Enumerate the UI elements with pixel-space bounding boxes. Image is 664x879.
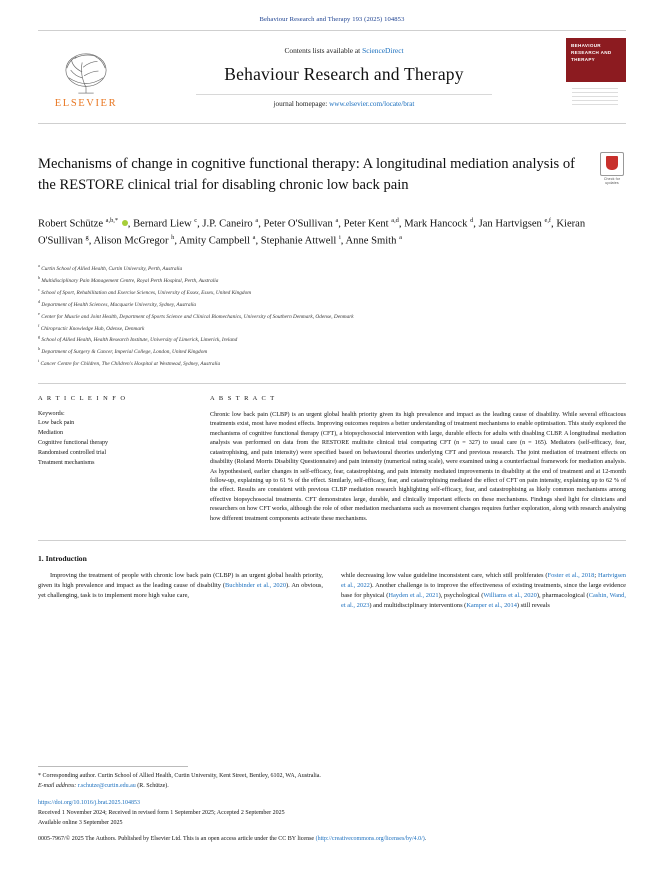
crossmark-badge[interactable] (598, 152, 626, 185)
cover-lower-panel (566, 80, 626, 116)
affiliation-list (38, 262, 626, 369)
affiliation-text: Department of Surgery & Cancer, Imperial College, London, United Kingdom (41, 349, 208, 356)
affiliation-tag: a (38, 263, 40, 269)
journal-masthead (38, 30, 626, 124)
abstract-text: Chronic low back pain (CLBP) is an urgent global health priority given its high prevalence and impact as the leading cause of disability. While several efficacious treatments exist, most have modest effects. Improving outcomes requires a better understanding of treatment mechanisms to enable optimisation. This study explored the mechanisms of cognitive functional therapy (CFT), a biopsychosocial intervention with large, durable effects for adults with disabling CLBP. A longitudinal mediation analysis was performed on data from the RESTORE multisite clinical trial comparing CFT (n = 327) to usual care (n = 165). Mediators (self-efficacy, fear, catastrophising, and pain intensity) were specified based on behavioural theories underlying CFT and previous research. The joint mediation of treatment effects on disability (Roland Morris Disability Questionnaire) and pain intensity (numerical rating scale), were examined using a counterfactual framework for mediation analysis. As hypothesised, earlier changes in self-efficacy, fear, catastrophising, and pain intensity mediated improvements in disability at the end of treatment and at 12-month follow-up, explaining up to 61 % of the effect. Similarly, self-efficacy, fear, and catastrophising mediated the effect of CFT on pain intensity, explaining up to 62 % of the effect. Results are consistent with previous CLBP mediation research highlighting self-efficacy, fear, and catastrophising as likely common mechanisms among effective biopsychosocial treatments. CFT demonstrates large, durable, and clinically important effects on these mechanisms. Findings shed light for clinicians and researchers on how CFT works, although the role of other mediation mechanisms such as movement changes requires further exploration, along with research analysing how different treatment components activate these mechanisms. (210, 412, 626, 522)
affiliation-text: Department of Health Sciences, Macquarie University, Sydney, Australia (41, 301, 197, 308)
page-footer (38, 766, 626, 845)
email-line (38, 782, 626, 792)
doi-line[interactable] (38, 799, 626, 809)
homepage-prefix: journal homepage: (273, 100, 328, 108)
affiliation-text: Curtin School of Allied Health, Curtin University, Perth, Australia (41, 265, 183, 272)
keyword-item: Mediation (38, 429, 64, 436)
running-head-volume: 193 (352, 16, 363, 23)
email-label: E-mail address: (38, 783, 77, 790)
affiliation-text: Multidisciplinary Pain Management Centre, Royal Perth Hospital, Perth, Australia (41, 277, 219, 284)
affiliation-item (38, 274, 626, 286)
section-number: 1. (38, 553, 44, 563)
available-online: Available online 3 September 2025 (38, 819, 123, 826)
running-head-article-number: 104853 (384, 16, 405, 23)
affiliation-tag: d (38, 298, 41, 304)
affiliation-tag: e (38, 310, 40, 316)
journal-homepage-link[interactable]: www.elsevier.com/locate/brat (329, 100, 415, 108)
affiliation-item (38, 322, 626, 334)
affiliation-text: Chiropractic Knowledge Hub, Odense, Denmark (40, 325, 145, 332)
footer-rule (38, 766, 188, 767)
running-head (38, 0, 626, 23)
affiliation-item (38, 298, 626, 310)
affiliation-tag: f (38, 322, 40, 328)
page-title: Mechanisms of change in cognitive functional therapy: A longitudinal mediation analysis of the RESTORE clinical trial for disabling chronic low back pain (38, 156, 576, 194)
cover-image (566, 38, 626, 116)
cover-title: BEHAVIOUR RESEARCH AND THERAPY (571, 43, 612, 62)
affiliation-tag: h (38, 346, 41, 352)
license-suffix: . (424, 836, 427, 843)
keywords-list (38, 419, 188, 468)
email-link[interactable]: r.schutze@curtin.edu.au (77, 783, 136, 790)
affiliation-item (38, 357, 626, 369)
journal-title: Behaviour Research and Therapy (224, 64, 464, 84)
publisher-logo (38, 31, 134, 123)
affiliation-item (38, 262, 626, 274)
keyword-item: Randomised controlled trial (38, 449, 107, 456)
body-paragraph: Improving the treatment of people with chronic low back pain (CLBP) is an urgent global health priority, given its high prevalence and impact as the leading cause of disability (Buchbinder et al., 2020). An obvious, yet challenging, task is to implement more high value care, (38, 571, 323, 599)
sciencedirect-link[interactable]: ScienceDirect (362, 46, 404, 55)
email-suffix: (R. Schütze). (137, 783, 169, 790)
affiliation-item (38, 286, 626, 298)
info-and-abstract (38, 395, 626, 524)
body-paragraph: while decreasing low value guideline inconsistent care, which still proliferates (Foster et al., 2018; Hartvigsen et al., 2022). Another challenge is to improve the effectiveness of existing treatments, since the large evidence base for physical (Hayden et al., 2021), psychological (Williams et al., 2020), pharmacological (Cashin, Wand, et al., 2023) and multidisciplinary interventions (Kamper et al., 2014) still reveals (341, 571, 626, 609)
affiliation-text: School of Allied Health, Health Research Institute, University of Limerick, Limerick, Ireland (41, 337, 238, 344)
keyword-item: Treatment mechanisms (38, 459, 95, 466)
affiliation-item (38, 310, 626, 322)
corresponding-author-note: * Corresponding author. Curtin School of Allied Health, Curtin University, Kent Street, Bentley, 6102, WA, Australia. (38, 772, 321, 779)
divider-above-abstract (38, 383, 626, 384)
license-link[interactable]: (http://creativecommons.org/licenses/by/4.0/) (315, 836, 425, 843)
affiliation-text: Center for Muscle and Joint Health, Department of Sports Science and Clinical Biomechanics, University of Southern Denmark, Odense, Denmark (41, 313, 354, 320)
contents-prefix: Contents lists available at (284, 46, 361, 55)
crossmark-icon (600, 152, 624, 176)
affiliation-tag: c (38, 286, 40, 292)
affiliation-text: Cancer Centre for Children, The Children's Hospital at Westmead, Sydney, Australia (40, 360, 221, 367)
author-list: Robert Schütze $^{a,b,*}$ , Bernard Liew $^c$, J.P. Caneiro $^a$, Peter O'Sullivan $^a$, Peter Kent $^{a,d}$, Mark Hancock $^d$, Jan Hartvigsen $^{e,f}$, Kieran O'Sullivan $^g$, Alison McGregor $^h$, Amity Campbell $^a$, Stephanie Attwell $^i$, Anne Smith $^a$ (38, 217, 586, 247)
keyword-item: Low back pain (38, 420, 75, 427)
received-dates: Received 1 November 2024; Received in revised form 1 September 2025; Accepted 2 September 2025 (38, 809, 285, 816)
license-line (38, 835, 626, 845)
keyword-item: Cognitive functional therapy (38, 439, 109, 446)
running-head-journal: Behaviour Research and Therapy (259, 16, 351, 23)
elsevier-tree-icon (57, 49, 115, 95)
affiliation-text: School of Sport, Rehabilitation and Exercise Sciences, University of Essex, Essex, United Kingdom (41, 289, 252, 296)
license-text: 0005-7967/© 2025 The Authors. Published by Elsevier Ltd. This is an open access article under the CC BY license (38, 836, 315, 843)
abstract-heading: A B S T R A C T (210, 395, 276, 403)
article-info-heading: A R T I C L E I N F O (38, 395, 127, 403)
elsevier-wordmark: ELSEVIER (54, 98, 118, 109)
journal-homepage-line (196, 94, 492, 108)
body-columns (38, 571, 626, 611)
crossmark-label: Check for updates (603, 177, 621, 185)
section-title: Introduction (45, 553, 87, 563)
abstract-column (210, 395, 626, 524)
section-heading (38, 554, 626, 563)
journal-cover-thumb (554, 31, 626, 123)
body-column-left (38, 571, 323, 611)
affiliation-item (38, 345, 626, 357)
running-head-year: (2025) (364, 16, 383, 23)
affiliation-tag: g (38, 334, 41, 340)
body-column-right (341, 571, 626, 611)
doi-link[interactable]: https://doi.org/10.1016/j.brat.2025.104853 (38, 800, 141, 807)
keywords-label: Keywords: (38, 411, 65, 418)
divider-below-abstract (38, 540, 626, 541)
affiliation-tag: b (38, 275, 41, 281)
masthead-center (134, 31, 554, 123)
affiliation-tag: i (38, 358, 40, 364)
contents-list-line (284, 46, 403, 55)
article-info-column (38, 395, 188, 524)
affiliation-item (38, 333, 626, 345)
